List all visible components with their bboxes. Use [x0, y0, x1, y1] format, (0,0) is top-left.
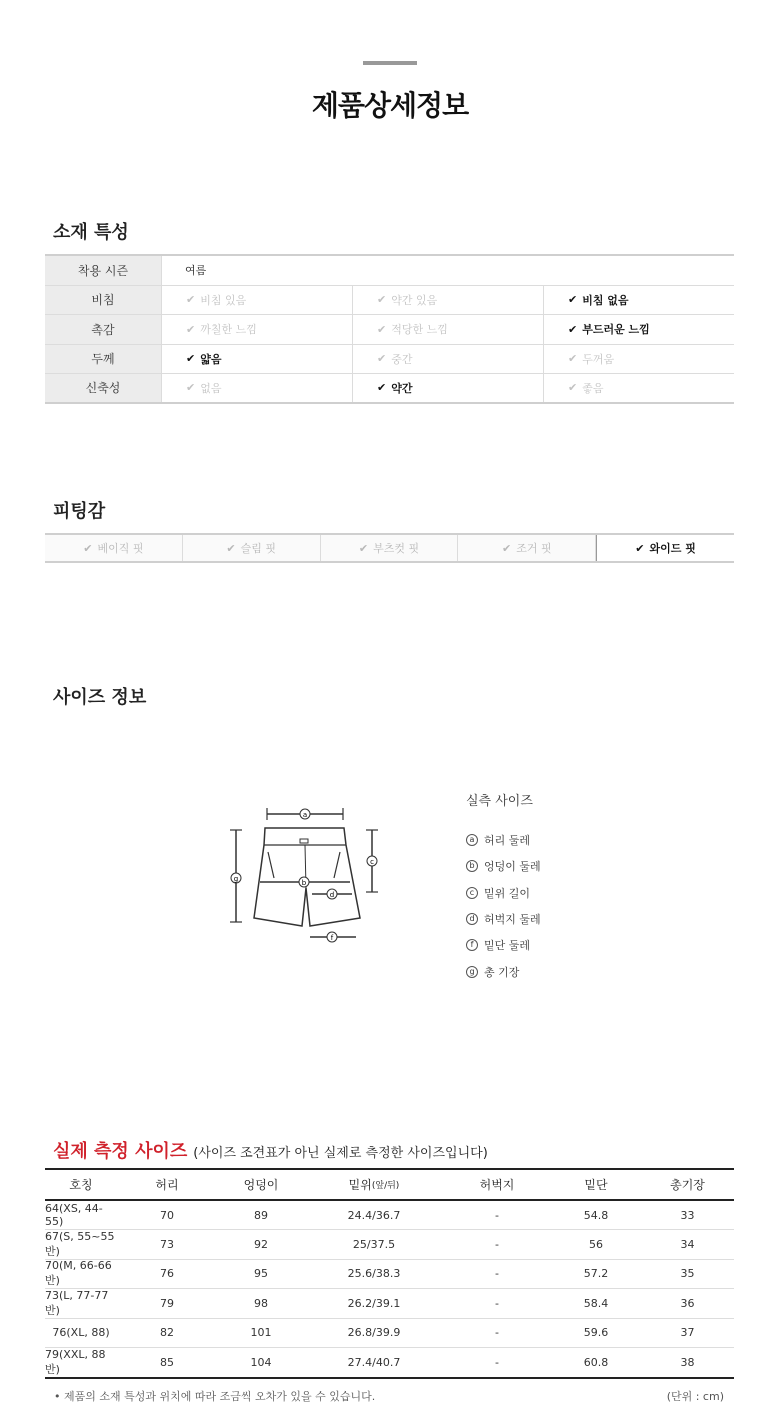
legend-item — [466, 906, 541, 932]
check-icon: ✔ — [635, 541, 645, 555]
material-row-label: 신축성 — [45, 374, 162, 402]
header-thigh: 허벅지 — [479, 1178, 515, 1192]
table-cell: - — [495, 1238, 499, 1252]
legend-item — [466, 880, 541, 906]
fit-option-label: 부츠컷 핏 — [373, 542, 420, 555]
table-cell: 33 — [680, 1208, 695, 1222]
fit-option-label: 베이직 핏 — [97, 542, 144, 555]
material-option-label: 얇음 — [200, 352, 222, 366]
size-table — [45, 1168, 734, 1379]
legend-marker: c — [466, 887, 478, 899]
table-row — [45, 1319, 734, 1348]
table-cell: 26.2/39.1 — [347, 1296, 401, 1310]
svg-text:f: f — [330, 934, 334, 942]
table-cell: 76(XL, 88) — [52, 1326, 110, 1340]
table-cell: 25/37.5 — [352, 1238, 396, 1252]
table-cell: 79(XXL, 88반) — [45, 1348, 106, 1377]
fit-option-label: 슬림 핏 — [240, 542, 276, 555]
table-cell: 92 — [254, 1238, 268, 1252]
actual-size-note: (사이즈 조견표가 아닌 실제로 측정한 사이즈입니다) — [193, 1146, 488, 1161]
table-cell: 73(L, 77-77반) — [45, 1288, 109, 1317]
table-cell: 24.4/36.7 — [347, 1208, 401, 1222]
legend-marker: f — [466, 939, 478, 951]
header-waist: 허리 — [155, 1178, 179, 1192]
legend-label: 밑위 길이 — [484, 886, 531, 900]
actual-size-title — [53, 1137, 488, 1163]
legend-item — [466, 958, 541, 984]
table-cell: - — [495, 1267, 499, 1281]
table-row — [45, 1260, 734, 1289]
material-row-season — [45, 256, 734, 286]
table-cell: 37 — [680, 1326, 695, 1340]
table-cell: 54.8 — [583, 1208, 609, 1222]
material-table — [45, 254, 734, 404]
table-cell: 95 — [254, 1267, 268, 1281]
header-hip: 엉덩이 — [243, 1178, 279, 1192]
material-row — [45, 374, 734, 404]
table-cell: 27.4/40.7 — [347, 1356, 401, 1370]
material-row-label: 착용 시즌 — [45, 256, 162, 285]
table-row — [45, 1230, 734, 1259]
table-cell: 34 — [680, 1238, 695, 1252]
table-cell: 67(S, 55~55반) — [45, 1230, 115, 1259]
header-rise-label: 밑위 — [348, 1178, 372, 1192]
table-row — [45, 1289, 734, 1318]
header-nominal: 호칭 — [69, 1178, 93, 1192]
actual-size-heading: 실제 측정 사이즈 — [53, 1141, 188, 1162]
legend-item — [466, 932, 541, 958]
fit-option — [45, 535, 183, 561]
material-option-label: 부드러운 느낌 — [582, 323, 650, 337]
svg-text:g: g — [233, 875, 239, 883]
fit-section-title: 피팅감 — [53, 501, 106, 522]
table-row — [45, 1201, 734, 1230]
legend-item — [466, 827, 541, 853]
size-footnote: • 제품의 소재 특성과 위치에 따라 조금씩 오차가 있을 수 있습니다. — [54, 1390, 376, 1403]
material-row — [45, 315, 734, 345]
header-hem: 밑단 — [584, 1178, 608, 1192]
table-cell: 79 — [160, 1296, 174, 1310]
size-unit: (단위 : cm) — [666, 1390, 724, 1403]
table-cell: 26.8/39.9 — [347, 1326, 401, 1340]
table-cell: 25.6/38.3 — [347, 1267, 401, 1281]
material-option — [353, 315, 544, 344]
material-option-label: 비침 있음 — [200, 293, 247, 307]
check-icon: ✔ — [377, 381, 387, 395]
material-option — [353, 286, 544, 315]
material-option-label: 두꺼움 — [582, 352, 615, 366]
material-option — [353, 374, 544, 402]
material-option — [162, 345, 353, 374]
material-option — [544, 286, 734, 315]
material-option — [162, 374, 353, 402]
material-option-label: 중간 — [391, 352, 413, 366]
legend-item — [466, 853, 541, 879]
table-cell: - — [495, 1326, 499, 1340]
table-cell: 70 — [160, 1208, 174, 1222]
table-cell: 73 — [160, 1238, 174, 1252]
table-cell: 104 — [250, 1356, 272, 1370]
material-option — [544, 315, 734, 344]
fit-table — [45, 533, 734, 563]
table-cell: 36 — [680, 1296, 695, 1310]
table-cell: 35 — [680, 1267, 695, 1281]
table-cell: 59.6 — [583, 1326, 609, 1340]
legend-label: 엉덩이 둘레 — [484, 860, 541, 874]
table-cell: 76 — [160, 1267, 174, 1281]
svg-text:c: c — [370, 858, 374, 866]
material-option-label: 약간 있음 — [391, 293, 438, 307]
material-option-label: 없음 — [200, 381, 222, 395]
material-option — [162, 315, 353, 344]
check-icon: ✔ — [501, 541, 512, 555]
check-icon: ✔ — [377, 293, 387, 307]
legend-label: 허리 둘레 — [484, 834, 531, 848]
check-icon: ✔ — [377, 322, 387, 336]
fit-option — [321, 535, 459, 561]
table-cell: 101 — [250, 1326, 272, 1340]
material-option-label: 적당한 느낌 — [391, 323, 448, 337]
shorts-diagram — [222, 800, 392, 950]
legend-marker: a — [466, 834, 478, 846]
table-cell: 60.8 — [583, 1356, 609, 1370]
table-cell: 64(XS, 44-55) — [45, 1202, 103, 1229]
page-title: 제품상세정보 — [311, 89, 469, 122]
material-row-label: 촉감 — [45, 315, 162, 344]
check-icon: ✔ — [568, 352, 578, 366]
check-icon: ✔ — [377, 352, 387, 366]
material-option — [544, 374, 734, 402]
check-icon: ✔ — [83, 541, 93, 555]
check-icon: ✔ — [186, 352, 196, 366]
check-icon: ✔ — [186, 293, 196, 307]
material-option — [162, 286, 353, 315]
check-icon: ✔ — [568, 293, 578, 307]
fit-option — [458, 535, 596, 561]
fit-option-label: 조거 핏 — [516, 542, 552, 555]
header-divider — [363, 61, 417, 65]
legend-marker: g — [466, 966, 478, 978]
legend-label: 밑단 둘레 — [484, 939, 531, 953]
svg-text:d: d — [329, 891, 335, 899]
table-cell: 89 — [254, 1208, 268, 1222]
material-row-label: 비침 — [45, 286, 162, 315]
check-icon: ✔ — [568, 381, 578, 395]
fit-option — [596, 535, 734, 561]
material-row — [45, 286, 734, 316]
svg-text:a: a — [302, 811, 308, 819]
table-cell: 58.4 — [583, 1296, 609, 1310]
material-option-label: 비침 없음 — [582, 293, 629, 307]
material-option — [353, 345, 544, 374]
table-row — [45, 1348, 734, 1377]
table-cell: 70(M, 66-66반) — [45, 1259, 112, 1288]
table-cell: - — [495, 1296, 499, 1310]
table-cell: 38 — [680, 1356, 695, 1370]
fit-option-label: 와이드 핏 — [649, 542, 696, 555]
size-legend — [466, 790, 541, 985]
header-rise — [305, 1170, 443, 1199]
table-cell: - — [495, 1356, 499, 1370]
check-icon: ✔ — [186, 322, 196, 336]
material-option-label: 좋음 — [582, 381, 604, 395]
table-cell: 56 — [589, 1238, 603, 1252]
table-cell: 85 — [160, 1356, 174, 1370]
check-icon: ✔ — [568, 322, 578, 336]
size-section-title: 사이즈 정보 — [53, 687, 147, 708]
svg-text:b: b — [301, 879, 307, 887]
legend-label: 허벅지 둘레 — [484, 913, 541, 927]
header-length: 총기장 — [670, 1178, 705, 1192]
table-cell: 57.2 — [583, 1267, 609, 1281]
table-cell: - — [495, 1208, 499, 1222]
check-icon: ✔ — [226, 541, 236, 555]
size-table-header — [45, 1170, 734, 1201]
check-icon: ✔ — [358, 541, 369, 555]
legend-label: 총 기장 — [484, 965, 520, 979]
material-row-label: 두께 — [45, 345, 162, 374]
material-option-label: 까칠한 느낌 — [200, 323, 257, 337]
table-cell: 98 — [254, 1296, 268, 1310]
header-rise-sub: (앞/뒤) — [371, 1181, 400, 1191]
check-icon: ✔ — [186, 381, 196, 395]
table-cell: 82 — [160, 1326, 174, 1340]
material-option — [544, 345, 734, 374]
legend-title: 실측 사이즈 — [466, 794, 533, 809]
material-option-label: 약간 — [391, 381, 413, 395]
material-section-title: 소재 특성 — [53, 222, 129, 243]
legend-marker: b — [466, 860, 478, 872]
material-row — [45, 345, 734, 375]
fit-option — [183, 535, 321, 561]
legend-marker: d — [466, 913, 478, 925]
material-season-value: 여름 — [185, 264, 207, 278]
